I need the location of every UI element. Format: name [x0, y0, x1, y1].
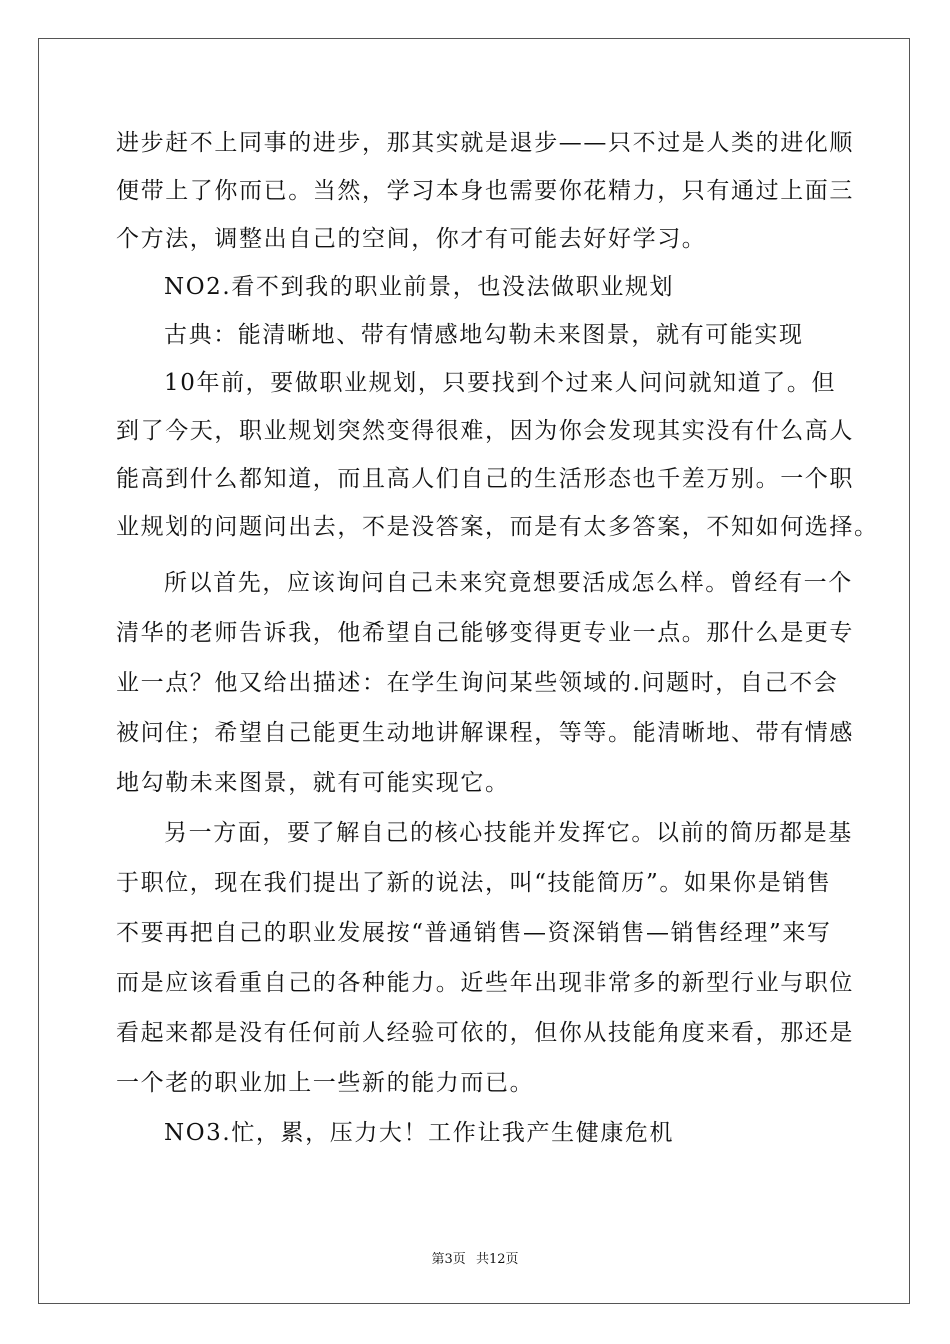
text-line: 业一点？他又给出描述：在学生询问某些领域的.问题时，自己不会	[116, 670, 839, 696]
section-heading-no2: NO2.看不到我的职业前景，也没法做职业规划	[164, 274, 675, 300]
text-line: 不要再把自己的职业发展按“普通销售—资深销售—销售经理”来写	[116, 920, 832, 946]
text-line: 清华的老师告诉我，他希望自己能够变得更专业一点。那什么是更专	[116, 620, 854, 646]
text-line: 所以首先，应该询问自己未来究竟想要活成怎么样。曾经有一个	[164, 570, 853, 596]
page-number-total: 共12页	[475, 1252, 519, 1267]
page-number-current: 第3页	[431, 1252, 466, 1267]
text-line: 便带上了你而已。当然，学习本身也需要你花精力，只有通过上面三	[116, 178, 854, 204]
text-line: 10年前，要做职业规划，只要找到个过来人问问就知道了。但	[164, 370, 837, 396]
text-line: 看起来都是没有任何前人经验可依的，但你从技能角度来看，那还是	[116, 1020, 854, 1046]
text-line: 另一方面，要了解自己的核心技能并发挥它。以前的简历都是基	[164, 820, 853, 846]
text-line: 于职位，现在我们提出了新的说法，叫“技能简历”。如果你是销售	[116, 870, 832, 896]
text-line: 进步赶不上同事的进步，那其实就是退步——只不过是人类的进化顺	[116, 130, 854, 156]
text-line: 业规划的问题问出去，不是没答案，而是有太多答案，不知如何选择。	[116, 514, 879, 540]
section-heading-no3: NO3.忙，累，压力大！工作让我产生健康危机	[164, 1120, 675, 1146]
text-line: 个方法，调整出自己的空间，你才有可能去好好学习。	[116, 226, 707, 252]
text-line: 而是应该看重自己的各种能力。近些年出现非常多的新型行业与职位	[116, 970, 854, 996]
text-line: 一个老的职业加上一些新的能力而已。	[116, 1070, 535, 1096]
text-line: 能高到什么都知道，而且高人们自己的生活形态也千差万别。一个职	[116, 466, 854, 492]
text-line: 被问住；希望自己能更生动地讲解课程，等等。能清晰地、带有情感	[116, 720, 854, 746]
page-footer	[0, 1248, 950, 1267]
subheading-classic: 古典：能清晰地、带有情感地勾勒未来图景，就有可能实现	[164, 322, 804, 348]
text-line: 到了今天，职业规划突然变得很难，因为你会发现其实没有什么高人	[116, 418, 854, 444]
text-line: 地勾勒未来图景，就有可能实现它。	[116, 770, 510, 796]
